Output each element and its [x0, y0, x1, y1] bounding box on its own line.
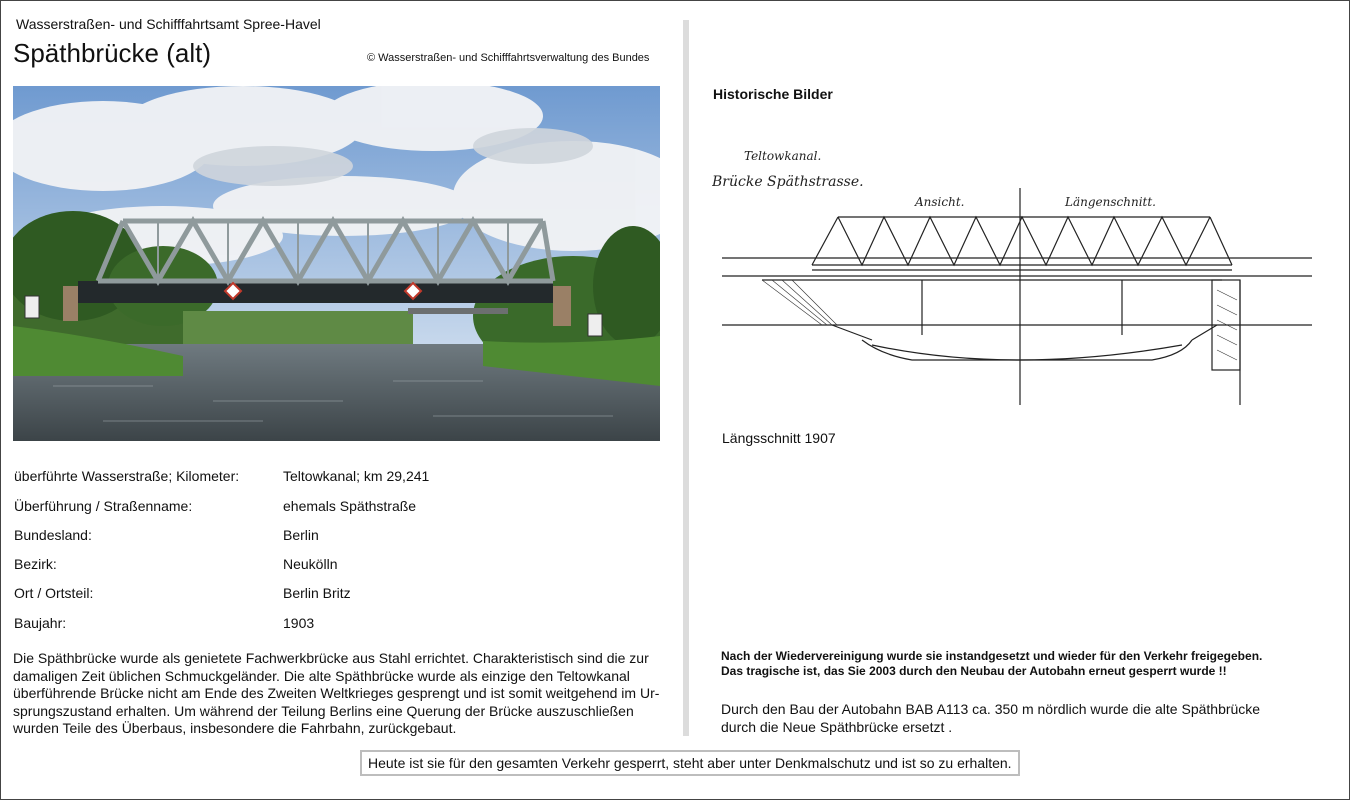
fact-value: 1903	[283, 615, 315, 631]
bridge-photo	[13, 86, 660, 441]
drawing-title-1: Teltowkanal.	[744, 149, 822, 163]
description-paragraph	[13, 650, 663, 738]
historic-heading: Historische Bilder	[713, 86, 833, 102]
description-line: damaligen Zeit üblichen Schmuckgeländer. Die alte Späthbrücke wurde als einzige den Teltowkanal	[13, 667, 630, 684]
fact-value: Neukölln	[283, 556, 338, 572]
fact-value: Teltowkanal; km 29,241	[283, 468, 430, 484]
drawing-label-view: Ansicht.	[915, 195, 965, 209]
description-line: Die Späthbrücke wurde als genietete Fachwerkbrücke aus Stahl errichtet. Charakteristisch sind die zur	[13, 650, 649, 666]
drawing-caption: Längsschnitt 1907	[722, 430, 836, 446]
note-line: Nach der Wiedervereinigung wurde sie instandgesetzt und wieder für den Verkehr freigegeben.	[721, 649, 1263, 663]
description-line: überführende Brücke nicht am Ende des Zweiten Weltkrieges gesprengt und ist somit weitgehend im Ur-	[13, 685, 660, 701]
fact-value: Berlin Britz	[283, 585, 351, 601]
fact-label: Bezirk:	[14, 556, 57, 572]
drawing-title-2: Brücke Späthstrasse.	[712, 174, 864, 190]
fact-value: ehemals Späthstraße	[283, 498, 417, 514]
heritage-status-box: Heute ist sie für den gesamten Verkehr gesperrt, steht aber unter Denkmalschutz und ist so zu erhalten.	[360, 750, 1020, 776]
fact-label: Ort / Ortsteil:	[14, 585, 94, 601]
fact-label: Überführung / Straßenname:	[14, 498, 193, 514]
historic-drawing	[712, 140, 1342, 420]
note-line: Das tragische ist, das Sie 2003 durch den Neubau der Autobahn erneut gesperrt wurde !!	[721, 664, 1227, 678]
note-line: Durch den Bau der Autobahn BAB A113 ca. 350 m nördlich wurde die alte Späthbrücke	[721, 701, 1261, 717]
description-line: sprungszustand erhalten. Um während der Teilung Berlins eine Querung der Brücke auszuschließen	[13, 702, 634, 719]
fact-value: Berlin	[283, 527, 319, 543]
fact-label: Bundesland:	[14, 527, 92, 543]
column-divider	[683, 20, 689, 736]
note-line: durch die Neue Späthbrücke ersetzt .	[721, 719, 953, 735]
fact-label: überführte Wasserstraße; Kilometer:	[14, 468, 240, 484]
replacement-note	[721, 700, 1301, 736]
reunification-note	[721, 649, 1321, 679]
description-line: wurden Teile des Überbaus, insbesondere die Fahrbahn, zurückgebaut.	[13, 720, 457, 736]
drawing-label-section: Längenschnitt.	[1065, 195, 1156, 209]
copyright-notice: © Wasserstraßen- und Schifffahrtsverwaltung des Bundes	[367, 52, 650, 64]
page-title: Späthbrücke (alt)	[13, 38, 211, 68]
agency-name: Wasserstraßen- und Schifffahrtsamt Spree-Havel	[16, 16, 321, 32]
fact-label: Baujahr:	[14, 615, 67, 631]
